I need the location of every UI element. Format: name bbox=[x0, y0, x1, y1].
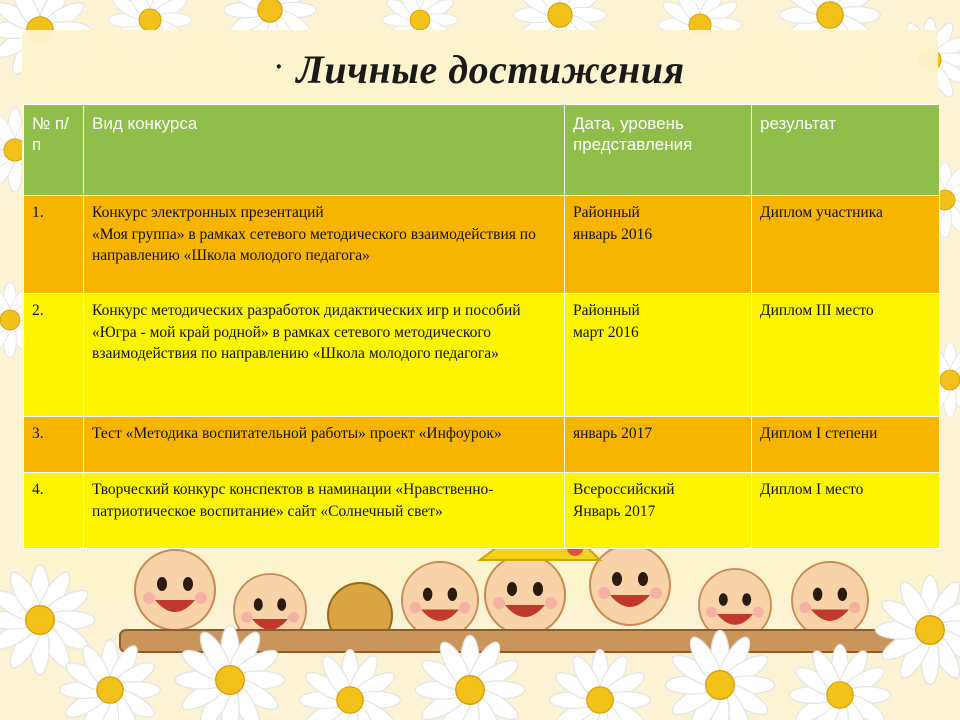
header-contest-type: Вид конкурса bbox=[84, 105, 565, 196]
row-contest: Тест «Методика воспитательной работы» проект «Инфоурок» bbox=[84, 417, 565, 473]
row-date: Всероссийский Январь 2017 bbox=[565, 473, 752, 549]
achievements-table bbox=[23, 104, 940, 549]
header-result: результат bbox=[752, 105, 940, 196]
row-date: январь 2017 bbox=[565, 417, 752, 473]
row-number: 1. bbox=[24, 196, 84, 294]
row-contest: Конкурс электронных презентаций «Моя группа» в рамках сетевого методического взаимодействия по направлению «Школа молодого педагога» bbox=[84, 196, 565, 294]
row-number: 2. bbox=[24, 294, 84, 417]
row-result: Диплом I место bbox=[752, 473, 940, 549]
table-row bbox=[24, 294, 940, 417]
row-date: Районный март 2016 bbox=[565, 294, 752, 417]
row-contest: Конкурс методических разработок дидактических игр и пособий «Югра - мой край родной» в рамках сетевого методического взаимодействия по направлению «Школа молодого педагога» bbox=[84, 294, 565, 417]
row-result: Диплом I степени bbox=[752, 417, 940, 473]
page-title-text: Личные достижения bbox=[296, 47, 685, 92]
row-number: 4. bbox=[24, 473, 84, 549]
table-header-row bbox=[24, 105, 940, 196]
page-title bbox=[0, 46, 960, 93]
table-row bbox=[24, 417, 940, 473]
row-number: 3. bbox=[24, 417, 84, 473]
row-date: Районный январь 2016 bbox=[565, 196, 752, 294]
header-date-level: Дата, уровень представления bbox=[565, 105, 752, 196]
bullet-icon: · bbox=[275, 52, 283, 81]
table-row bbox=[24, 196, 940, 294]
row-contest: Творческий конкурс конспектов в наминации «Нравственно-патриотическое воспитание» сайт «Солнечный свет» bbox=[84, 473, 565, 549]
row-result: Диплом III место bbox=[752, 294, 940, 417]
row-result: Диплом участника bbox=[752, 196, 940, 294]
table-row bbox=[24, 473, 940, 549]
header-number: № п/п bbox=[24, 105, 84, 196]
